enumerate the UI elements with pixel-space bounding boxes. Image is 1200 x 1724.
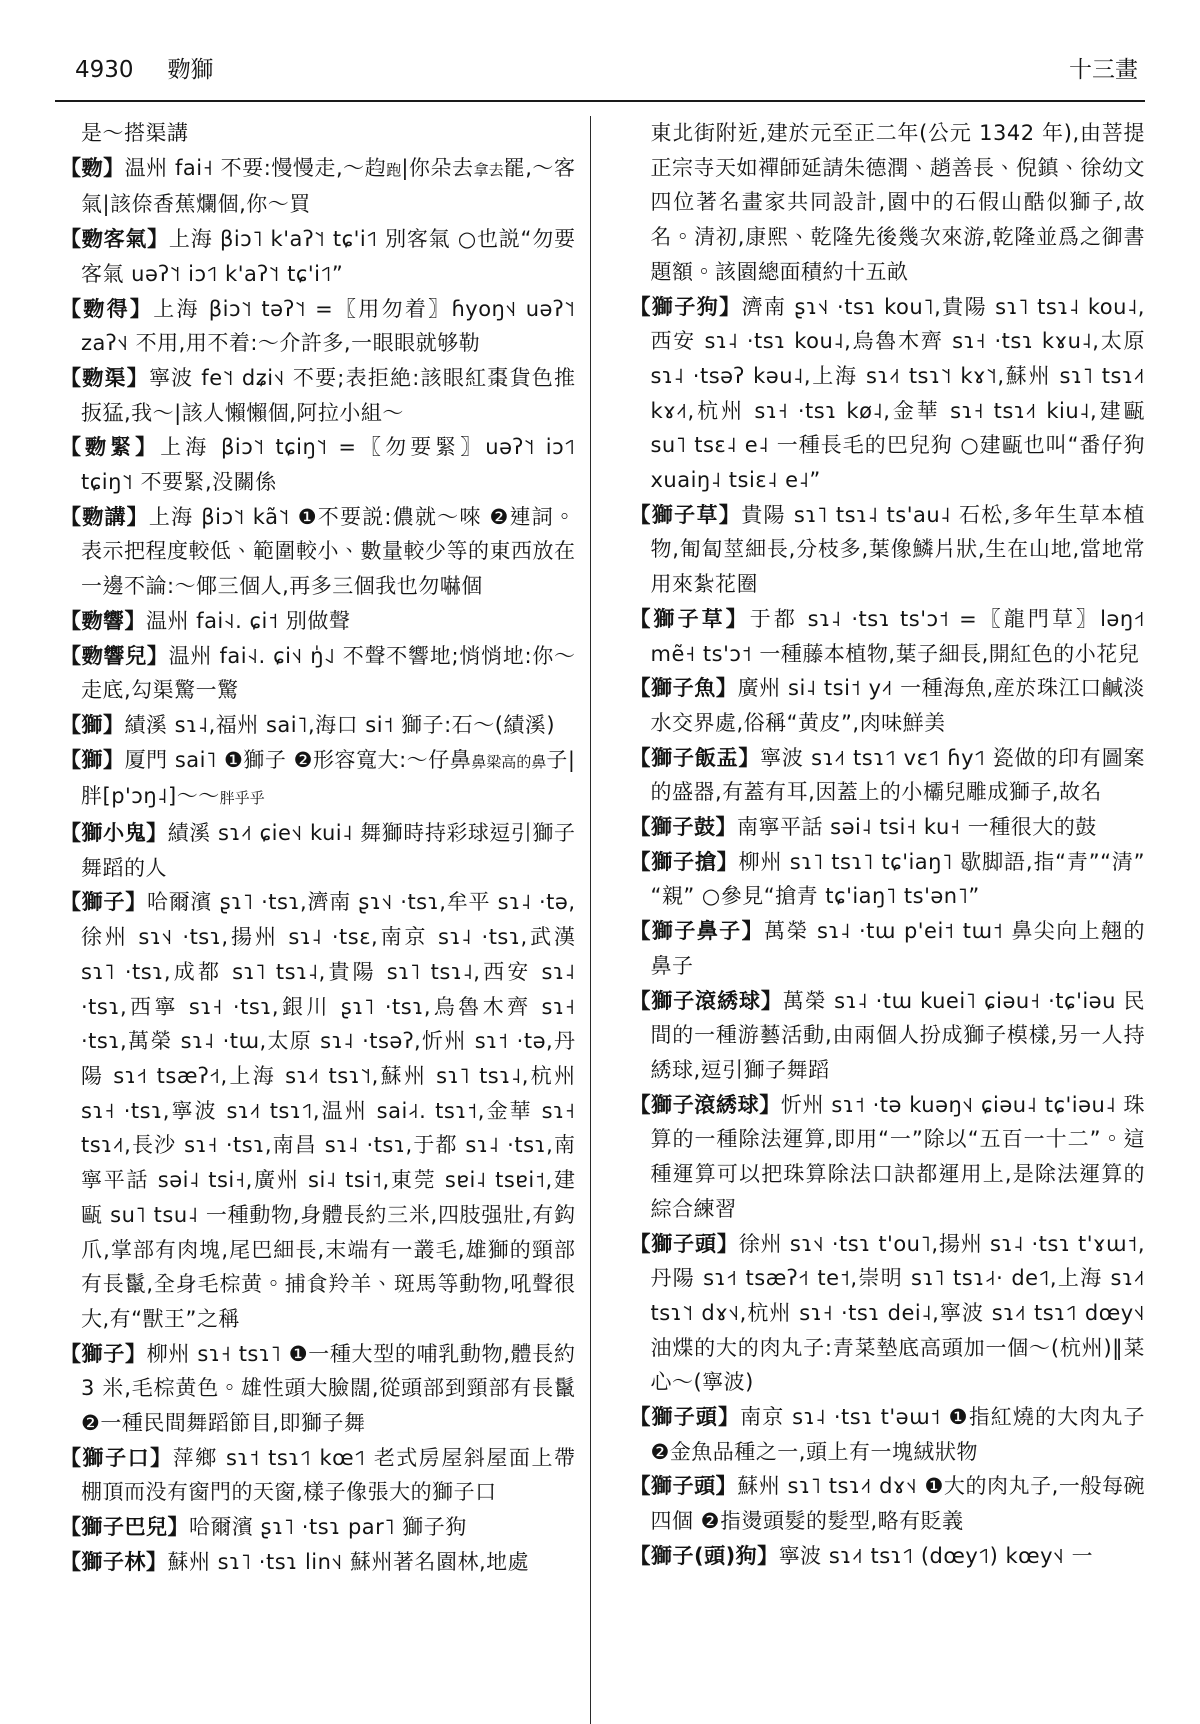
running-head	[75, 56, 1138, 84]
dictionary-entry	[60, 361, 576, 430]
headword: 【獅子林】	[60, 1549, 168, 1574]
entry-text: 厦門 sai˥ ❶獅子 ❷形容寬大:～仔鼻	[124, 747, 472, 772]
headword: 【獅子草】	[629, 502, 742, 527]
headword: 【獅子(頭)狗】	[629, 1543, 779, 1568]
entry-text: 柳州 sɿ˥ tsɿ˥ tɕ'iaŋ˥ 歇脚語,指“青”“清”“親” ○參見“搶青 tɕ'iaŋ˥ ts'ən˥”	[650, 849, 1145, 909]
entry-text: 柳州 sɿ˧ tsɿ˥ ❶一種大型的哺乳動物,體長約 3 米,毛棕黄色。雄性頭大臉闊,從頭部到頸部有長鬣 ❷一種民間舞蹈節目,即獅子舞	[81, 1341, 576, 1436]
headword: 【覅】	[60, 155, 125, 180]
dictionary-entry	[629, 914, 1145, 983]
entry-text: 蘇州 sɿ˥ tsɿ˨˦ dɤ˦˨ ❶大的肉丸子,一般每碗四個 ❷指燙頭髮的髮型,略有貶義	[650, 1474, 1145, 1534]
gloss-small-text: 胖乎乎	[219, 789, 265, 808]
entry-text: 寧波 sɿ˨˦ tsɿ˦˥ (dœy˦˥) kœy˦˨ 一	[778, 1543, 1094, 1568]
dictionary-entry	[629, 741, 1145, 810]
dictionary-entry	[629, 1539, 1145, 1574]
dictionary-entry	[629, 845, 1145, 914]
dictionary-entry	[60, 708, 576, 743]
dictionary-entry	[60, 1510, 576, 1545]
entry-text: 温州 fai˧˨. ɕi˦ 別做聲	[146, 608, 351, 633]
dictionary-entry	[60, 743, 576, 816]
entry-text: 貴陽 sɿ˥ tsɿ˨ ts'au˨ 石松,多年生草本植物,匍匐莖細長,分枝多,葉像鱗片狀,生在山地,當地常用來紮花圈	[650, 502, 1145, 597]
entry-text: 績溪 sɿ˨˦ ɕie˦˨ kui˨ 舞獅時持彩球逗引獅子舞蹈的人	[81, 821, 576, 880]
entry-text: 上海 βiɔ˥˦ kã˥˦ ❶不要説:儂就～唻 ❷連詞。表示把程度較低、範圍較小、數量較少等的東西放在一邊不論:～倻三個人,再多三個我也勿嚇個	[81, 504, 576, 599]
headword: 【獅子巴兒】	[60, 1515, 189, 1540]
dictionary-entry	[629, 498, 1145, 602]
entry-text: 蘇州 sɿ˥ ·tsɿ lin˦˨ 蘇州著名園林,地處	[167, 1549, 530, 1574]
headword: 【獅子頭】	[629, 1231, 739, 1256]
dictionary-entry	[629, 290, 1145, 498]
dictionary-entry	[629, 984, 1145, 1088]
text-columns	[60, 116, 1145, 1724]
dictionary-entry	[60, 500, 576, 604]
dictionary-entry	[629, 1469, 1145, 1538]
dictionary-entry	[60, 1441, 576, 1510]
headword: 【獅子搶】	[629, 849, 739, 874]
headword: 【獅子滾綉球】	[629, 1092, 781, 1117]
entry-text: 南京 sɿ˨ ·tsɿ t'əɯ˦ ❶指紅燒的大肉丸子 ❷金魚品種之一,頭上有一塊絨狀物	[650, 1405, 1145, 1464]
guide-word: 覅獅	[167, 57, 214, 83]
entry-text: 子|胖[p'ɔŋ˨]～～	[81, 747, 576, 809]
entry-text: 績溪 sɿ˨,福州 sai˥,海口 si˦ 獅子:石～(績溪)	[124, 712, 556, 737]
headword: 【獅子鼻子】	[629, 919, 765, 944]
headword: 【獅子頭】	[629, 1405, 741, 1430]
entry-text: 于都 sɿ˨ ·tsɿ ts'ɔ˦ =〖龍門草〗ləŋ˧˦ mẽ˧ ts'ɔ˦ 一種藤本植物,葉子細長,開紅色的小花兒	[650, 606, 1145, 666]
dictionary-entry	[629, 671, 1145, 740]
dictionary-entry	[60, 816, 576, 885]
entry-text: 温州 fai˧˨. ɕi˦˨ ŋ̍˨˩ 不聲不響地;悄悄地:你～走底,勾渠驚一驚	[81, 643, 576, 703]
entry-text: |你朵去	[401, 155, 474, 180]
entry-text: 忻州 sɿ˦ ·tə kuəŋ˦˨ ɕiəu˨ tɕ'iəu˨ 珠算的一種除法運算,即用“一”除以“五百一十二”。這種運算可以把珠算除法口訣都運用上,是除法運算的綜合練習	[650, 1092, 1145, 1221]
entry-text: 濟南 ʂɿ˦˨ ·tsɿ kou˥,貴陽 sɿ˥ tsɿ˨ kou˨,西安 sɿ˨ ·tsɿ kou˨,烏魯木齊 sɿ˧ ·tsɿ kɤu˨,太原 sɿ˨ ·tsəʔ kəu˨,上海 sɿ˨˦ tsɿ˥˦ kɤ˥˦,蘇州 sɿ˥ tsɿ˨˦ kɤ˨˦,杭州 sɿ˧ ·tsɿ kø˨,金華 sɿ˧ tsɿ˨˦ kiu˨,建甌 su˥ tsɛ˨ e˨ 一種長毛的巴兒狗 ○建甌也叫“番仔狗 xuaiŋ˨ tsiɛ˨ e˨”	[650, 294, 1145, 493]
dictionary-entry	[629, 602, 1145, 671]
entry-text: 廣州 si˨ tsi˦ y˨˦ 一種海魚,産於珠江口鹹淡水交界處,俗稱“黄皮”,肉味鮮美	[650, 676, 1145, 735]
headword: 【獅子草】	[629, 606, 750, 631]
headword: 【獅子口】	[60, 1445, 173, 1470]
gloss-small-text: 鼻梁高的鼻	[471, 752, 547, 771]
headword: 【覅客氣】	[60, 227, 169, 252]
dictionary-entry	[629, 1400, 1145, 1469]
column-divider-rule	[590, 116, 591, 1724]
headword: 【獅子飯盂】	[629, 745, 761, 770]
entry-text: 上海 βiɔ˥ k'aʔ˥˦ tɕ'i˦˥ 別客氣 ○也説“勿要客氣 uəʔ˥˦ iɔ˦˥ k'aʔ˥˦ tɕ'i˦˥”	[81, 227, 576, 286]
entry-text: 萬榮 sɿ˨ ·tɯ p'ei˦ tɯ˦ 鼻尖向上翹的鼻子	[650, 919, 1145, 978]
continuation-paragraph	[629, 116, 1145, 290]
headword: 【獅子】	[60, 1341, 147, 1366]
headword: 【獅子鼓】	[629, 815, 737, 840]
headword: 【獅子頭】	[629, 1474, 738, 1499]
dictionary-entry	[629, 1227, 1145, 1401]
entry-text: 哈爾濱 ʂɿ˥ ·tsɿ,濟南 ʂɿ˦˨ ·tsɿ,牟平 sɿ˨ ·tə,徐州 sɿ˦˨ ·tsɿ,揚州 sɿ˨ ·tsɛ,南京 sɿ˨ ·tsɿ,武漢 sɿ˥ ·tsɿ,成都 sɿ˥ tsɿ˨,貴陽 sɿ˥ tsɿ˨,西安 sɿ˨ ·tsɿ,西寧 sɿ˧ ·tsɿ,銀川 ʂɿ˥ ·tsɿ,烏魯木齊 sɿ˧ ·tsɿ,萬榮 sɿ˨ ·tɯ,太原 sɿ˨ ·tsəʔ,忻州 sɿ˦ ·tə,丹陽 sɿ˧˦ tsæʔ˧˦,上海 sɿ˨˦ tsɿ˥˦,蘇州 sɿ˥ tsɿ˨,杭州 sɿ˧ ·tsɿ,寧波 sɿ˨˦ tsɿ˦˥,温州 sai˨˧. tsɿ˦,金華 sɿ˧ tsɿ˨˦,長沙 sɿ˧ ·tsɿ,南昌 sɿ˨ ·tsɿ,于都 sɿ˨ ·tsɿ,南寧平話 səi˨ tsi˧,廣州 si˨ tsi˦,東莞 sɐi˨ tsɐi˦,建甌 su˥ tsu˨ 一種動物,身體長約三米,四肢强壯,有鈎爪,掌部有肉塊,尾巴細長,末端有一叢毛,雄獅的頸部有長鬣,全身毛棕黄。捕食羚羊、斑馬等動物,吼聲很大,有“獸王”之稱	[81, 890, 576, 1331]
continuation-paragraph	[60, 116, 576, 151]
right-column	[629, 116, 1145, 1724]
entry-text: 罷,～客氣|該倷香蕉爛個,你～買	[81, 155, 576, 217]
entry-text: 寧波 sɿ˨˦ tsɿ˦˥ vɛ˦˥ ɦy˦˥ 瓷做的印有圖案的盛器,有蓋有耳,因蓋上的小欛兒雕成獅子,故名	[650, 745, 1145, 805]
dictionary-entry	[60, 1337, 576, 1441]
headword: 【獅子狗】	[629, 294, 742, 319]
left-column	[60, 116, 576, 1724]
headword: 【獅子滾綉球】	[629, 988, 783, 1013]
dictionary-entry	[60, 604, 576, 639]
entry-text: 徐州 sɿ˦˨ ·tsɿ t'ou˥,揚州 sɿ˨ ·tsɿ t'ɤɯ˦,丹陽 sɿ˧˦ tsæʔ˧˦ te˦,崇明 sɿ˥ tsɿ˨˧· de˦˥,上海 sɿ˨˦ tsɿ˥˦ dɤ˦˨,杭州 sɿ˧ ·tsɿ dei˨,寧波 sɿ˨˦ tsɿ˦˥ dœy˦˨ 油煠的大的肉丸子:青菜墊底高頭加一個～(杭州)‖菜心～(寧波)	[650, 1231, 1145, 1395]
header-rule	[55, 100, 1145, 102]
headword: 【覅響】	[60, 608, 146, 633]
dictionary-entry	[60, 151, 576, 222]
dictionary-entry	[60, 430, 576, 499]
entry-text: 上海 βiɔ˥˦ təʔ˥˦ =〖用勿着〗ɦyoŋ˦˨ uəʔ˥˦ zaʔ˦˨ 不用,用不着:～介許多,一眼眼就够勒	[81, 296, 576, 356]
dictionary-entry	[629, 810, 1145, 845]
dictionary-entry	[60, 292, 576, 361]
entry-text: 萬榮 sɿ˨ ·tɯ kuei˥ ɕiəu˧ ·tɕ'iəu 民間的一種游藝活動,由兩個人扮成獅子模樣,另一人持綉球,逗引獅子舞蹈	[650, 988, 1145, 1082]
entry-text: 温州 fai˧ 不要:慢慢走,～赹	[124, 155, 387, 180]
headword: 【獅小鬼】	[60, 821, 168, 846]
headword: 【獅】	[60, 747, 125, 772]
dictionary-entry	[60, 1545, 576, 1580]
gloss-small-text: 跑	[386, 160, 402, 179]
entry-text: 上海 βiɔ˥˦ tɕiŋ˥˦ =〖勿要緊〗uəʔ˥˦ iɔ˦˥ tɕiŋ˥˦ 不要緊,没關係	[81, 435, 576, 495]
headword: 【覅渠】	[60, 365, 149, 390]
gloss-small-text: 拿去	[473, 160, 504, 179]
entry-text: 寧波 fe˥˦ dʑi˦˨ 不要;表拒絶:該眼紅棗貨色推扳猛,我～|該人懶懶個,阿拉小組～	[81, 365, 576, 425]
entry-text: 東北街附近,建於元至正二年(公元 1342 年),由菩提正宗寺天如禪師延請朱德潤、趙善長、倪鎮、徐幼文四位著名畫家共同設計,園中的石假山酷似獅子,故名。清初,康熙、乾隆先後幾次來游,乾隆並爲之御書題額。該園總面積約十五畝	[650, 121, 1145, 284]
entry-text: 南寧平話 səi˨ tsi˧ ku˧ 一種很大的鼓	[736, 815, 1097, 840]
headword: 【覅講】	[60, 504, 149, 529]
dictionary-entry	[60, 639, 576, 708]
entry-text: 萍鄉 sɿ˦ tsɿ˦˥ kœ˦˥ 老式房屋斜屋面上帶棚頂而没有窗門的天窗,樣子像張大的獅子口	[81, 1445, 576, 1505]
entry-text: 是～搭渠講	[81, 121, 189, 145]
page-number: 4930	[75, 57, 134, 83]
dictionary-entry	[629, 1088, 1145, 1227]
headword: 【獅子】	[60, 890, 148, 915]
headword: 【獅子魚】	[629, 676, 738, 701]
dictionary-entry	[60, 222, 576, 291]
entry-text: 哈爾濱 ʂɿ˥ ·tsɿ par˥ 獅子狗	[189, 1515, 467, 1540]
headword: 【覅響兒】	[60, 643, 169, 668]
headword: 【覅得】	[60, 296, 154, 321]
dictionary-entry	[60, 885, 576, 1336]
stroke-section-label: 十三畫	[1069, 57, 1138, 83]
headword: 【獅】	[60, 712, 125, 737]
headword: 【覅緊】	[60, 435, 161, 460]
